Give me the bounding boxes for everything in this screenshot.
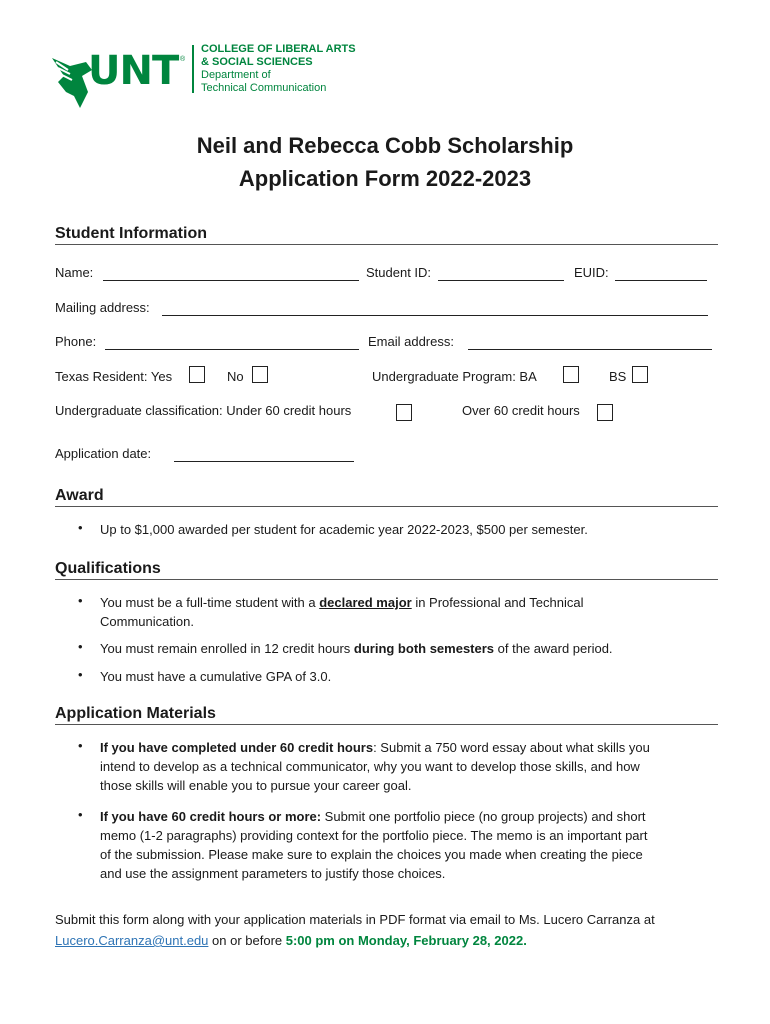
- euid-field[interactable]: [615, 280, 707, 281]
- email-label: Email address:: [368, 334, 454, 349]
- page-title-line1: Neil and Rebecca Cobb Scholarship: [196, 133, 574, 158]
- texas-yes-checkbox[interactable]: [189, 366, 205, 383]
- program-ba-checkbox[interactable]: [563, 366, 579, 383]
- dept-line1: Department of: [201, 69, 271, 81]
- q2-text-pre: You must remain enrolled in 12 credit hours: [100, 641, 354, 656]
- bullet-icon: •: [78, 639, 83, 654]
- dept-line2: Technical Communication: [201, 82, 327, 94]
- section-heading-award: Award: [55, 487, 718, 507]
- bullet-icon: •: [78, 593, 83, 608]
- qualification-item-3: You must have a cumulative GPA of 3.0.: [100, 669, 332, 684]
- over-60-label: Over 60 credit hours: [462, 403, 580, 418]
- application-date-field[interactable]: [174, 461, 354, 462]
- materials-item-1: [100, 738, 710, 795]
- materials-item-2: [100, 807, 710, 883]
- deadline-text: 5:00 pm on Monday, February 28, 2022.: [285, 933, 527, 948]
- mailing-address-field[interactable]: [162, 315, 708, 316]
- unt-logo-text: UNT: [88, 48, 179, 94]
- q1-declared-major: declared major: [319, 595, 412, 610]
- name-field[interactable]: [103, 280, 359, 281]
- bullet-icon: •: [78, 667, 83, 682]
- m1-line3: those skills will enable you to pursue your career goal.: [100, 778, 412, 793]
- program-bs-label: BS: [609, 369, 627, 384]
- college-line2: & SOCIAL SCIENCES: [201, 56, 313, 68]
- footer-middle: on or before: [208, 933, 286, 948]
- q1-text-line2: Communication.: [100, 614, 194, 629]
- section-heading-materials: Application Materials: [55, 705, 718, 725]
- m2-bold: If you have 60 credit hours or more:: [100, 809, 322, 824]
- student-id-label: Student ID:: [366, 265, 432, 280]
- qualification-item-1: [100, 593, 710, 631]
- over-60-checkbox[interactable]: [597, 404, 613, 421]
- footer-line1: Submit this form along with your application materials in PDF format via email to Ms. Lucero Carranza at: [55, 912, 655, 927]
- bullet-icon: •: [78, 807, 83, 822]
- q2-text-post: of the award period.: [494, 641, 613, 656]
- m2-line3: of the submission. Please make sure to explain the choices you made when creating the piece: [100, 847, 643, 862]
- page-title-line2: Application Form 2022-2023: [238, 166, 532, 191]
- m1-line1: : Submit a 750 word essay about what skills you: [373, 740, 650, 755]
- phone-field[interactable]: [105, 349, 359, 350]
- m1-line2: intend to develop as a technical communicator, why you want to develop those skills, and how: [100, 759, 640, 774]
- section-heading-student-info: Student Information: [55, 225, 718, 245]
- bullet-icon: •: [78, 520, 83, 535]
- bullet-icon: •: [78, 738, 83, 753]
- name-label: Name:: [55, 265, 94, 280]
- m1-bold: If you have completed under 60 credit hours: [100, 740, 374, 755]
- section-heading-qualifications: Qualifications: [55, 560, 718, 580]
- phone-label: Phone:: [55, 334, 97, 349]
- student-id-field[interactable]: [438, 280, 564, 281]
- under-60-checkbox[interactable]: [396, 404, 412, 421]
- texas-resident-label: Texas Resident: Yes: [55, 369, 173, 384]
- q1-text-pre: You must be a full-time student with a: [100, 595, 320, 610]
- college-line1: COLLEGE OF LIBERAL ARTS: [201, 43, 356, 55]
- contact-email-link[interactable]: Lucero.Carranza@unt.edu: [55, 933, 209, 948]
- department-lockup: [201, 43, 356, 95]
- footer-line2: [55, 933, 527, 948]
- qualification-item-2: [100, 639, 710, 658]
- euid-label: EUID:: [574, 265, 609, 280]
- program-label: Undergraduate Program: BA: [372, 369, 537, 384]
- program-bs-checkbox[interactable]: [632, 366, 648, 383]
- texas-no-checkbox[interactable]: [252, 366, 268, 383]
- m2-line1: Submit one portfolio piece (no group projects) and short: [321, 809, 646, 824]
- email-field[interactable]: [468, 349, 712, 350]
- registered-mark: ®: [180, 56, 186, 63]
- m2-line2: memo (1-2 paragraphs) providing context for the portfolio piece. The memo is an important part: [100, 828, 648, 843]
- q2-bold: during both semesters: [353, 641, 495, 656]
- classification-label: Undergraduate classification: Under 60 credit hours: [55, 403, 352, 418]
- application-date-label: Application date:: [55, 446, 152, 461]
- texas-no-label: No: [227, 369, 244, 384]
- q1-text-post: in Professional and Technical: [411, 595, 584, 610]
- mailing-address-label: Mailing address:: [55, 300, 150, 315]
- logo-divider: [192, 45, 194, 93]
- eagle-logo-icon: [52, 52, 92, 115]
- m2-line4: and use the assignment parameters to justify those choices.: [100, 866, 446, 881]
- award-item: Up to $1,000 awarded per student for academic year 2022-2023, $500 per semester.: [100, 522, 588, 537]
